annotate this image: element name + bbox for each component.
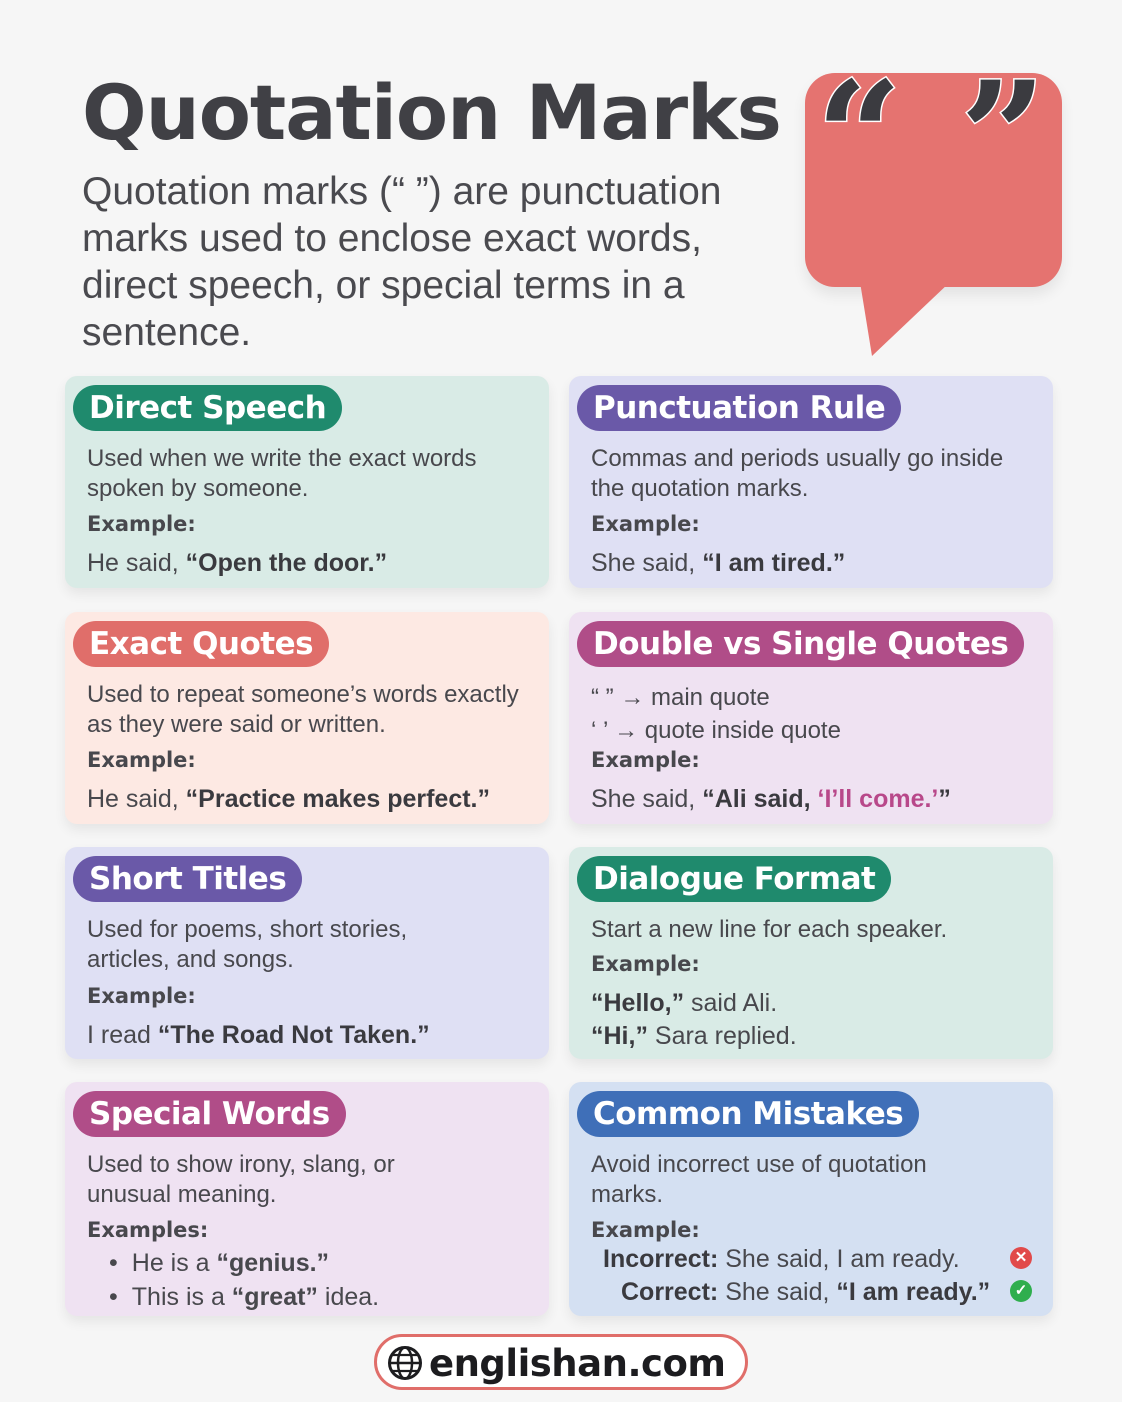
card-description: Start a new line for each speaker.: [591, 916, 948, 943]
card-punctuation-rule: [569, 376, 1053, 588]
card-description: Avoid incorrect use of quotation marks.: [591, 1151, 927, 1208]
open-quote-icon: “: [816, 49, 903, 225]
intro-text: Quotation marks (“ ”) are punctuation marks used to enclose exact words, direct speech, or special terms in a sentence.: [82, 170, 722, 354]
page-title: Quotation Marks: [82, 68, 781, 157]
card-dialogue-format: [569, 847, 1053, 1059]
site-url[interactable]: englishan.com: [429, 1342, 726, 1385]
card-description: Used to repeat someone’s words exactly as they were said or written.: [87, 681, 519, 738]
example-label: Example:: [591, 1218, 700, 1242]
card-common-mistakes: [569, 1082, 1053, 1316]
card-title: Punctuation Rule: [577, 385, 901, 431]
example-line: I read “The Road Not Taken.”: [87, 1021, 430, 1049]
site-badge[interactable]: [374, 1334, 748, 1390]
check-circle-icon: ✓: [1010, 1280, 1032, 1302]
example-line: He said, “Open the door.”: [87, 549, 388, 577]
x-circle-icon: ✕: [1010, 1247, 1032, 1269]
card-description: Used to show irony, slang, or unusual meaning.: [87, 1151, 395, 1208]
card-title: Direct Speech: [73, 385, 342, 431]
incorrect-example: Incorrect: She said, I am ready.: [603, 1245, 960, 1273]
example-label: Examples:: [87, 1218, 209, 1242]
example-label: Example:: [87, 512, 196, 536]
list-item: • He is a “genius.”: [109, 1246, 379, 1280]
card-exact-quotes: [65, 612, 549, 824]
main-quote-line: “ ” → main quote: [591, 684, 770, 711]
card-title: Exact Quotes: [73, 621, 329, 667]
example-line: She said, “Ali said, ‘I’ll come.’”: [591, 785, 951, 813]
card-title: Common Mistakes: [577, 1091, 919, 1137]
card-title: Special Words: [73, 1091, 346, 1137]
close-quote-icon: ”: [960, 49, 1047, 225]
card-description: Used for poems, short stories, articles, and songs.: [87, 916, 408, 973]
card-title: Dialogue Format: [577, 856, 891, 902]
list-item: • This is a “great” idea.: [109, 1280, 379, 1314]
example-label: Example:: [87, 984, 196, 1008]
card-direct-speech: [65, 376, 549, 588]
example-label: Example:: [87, 748, 196, 772]
card-description: Used when we write the exact words spoken by someone.: [87, 445, 477, 502]
inner-quote-line: ‘ ’ → quote inside quote: [591, 717, 841, 744]
correct-example: Correct: She said, “I am ready.”: [621, 1278, 991, 1306]
example-line: She said, “I am tired.”: [591, 549, 846, 577]
card-special-words: [65, 1082, 549, 1316]
example-line: He said, “Practice makes perfect.”: [87, 785, 491, 813]
dialogue-line-2: “Hi,” Sara replied.: [591, 1022, 797, 1050]
example-list: [109, 1246, 379, 1314]
example-label: Example:: [591, 512, 700, 536]
globe-icon: [387, 1345, 423, 1381]
card-description: Commas and periods usually go inside the quotation marks.: [591, 445, 1004, 502]
card-title: Double vs Single Quotes: [577, 621, 1024, 667]
example-label: Example:: [591, 952, 700, 976]
card-double-vs-single: [569, 612, 1053, 824]
example-label: Example:: [591, 748, 700, 772]
speech-bubble-tail: [860, 282, 950, 356]
dialogue-line-1: “Hello,” said Ali.: [591, 989, 778, 1017]
card-short-titles: [65, 847, 549, 1059]
card-title: Short Titles: [73, 856, 302, 902]
